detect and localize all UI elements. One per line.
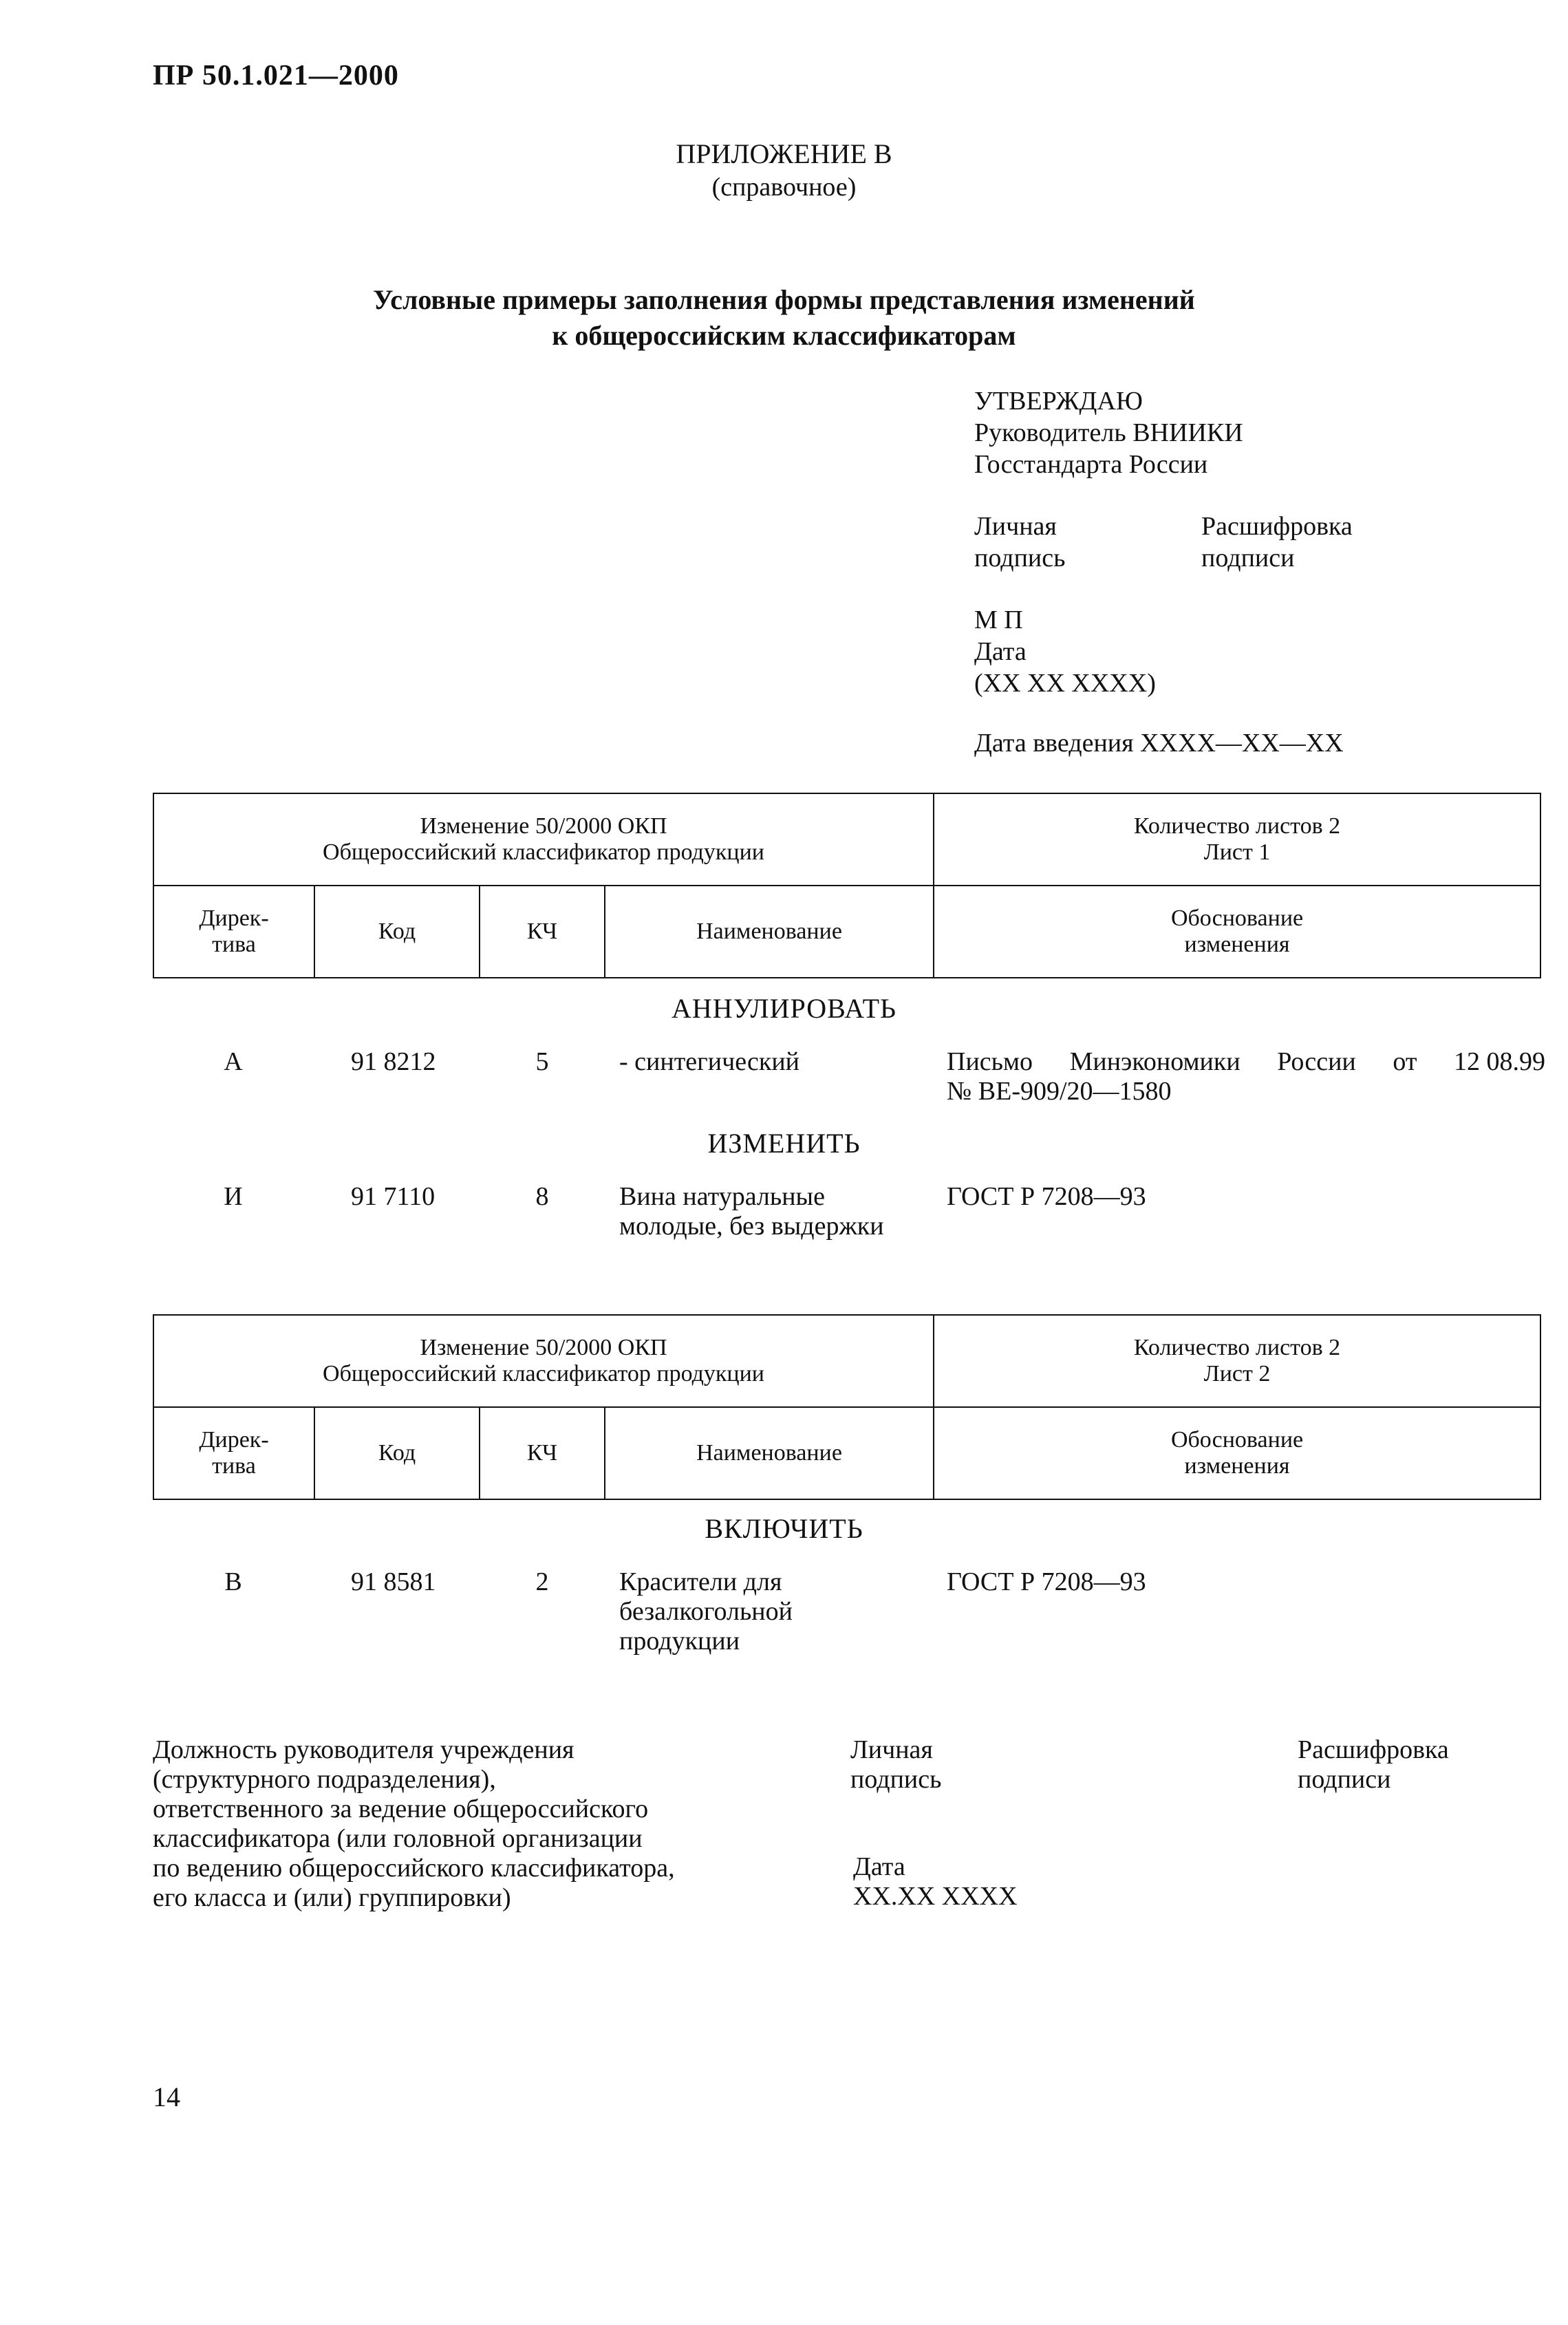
footer-position-line-4: классификатора (или головной организации — [153, 1824, 643, 1853]
approval-sig-line-1: Личная — [974, 512, 1057, 541]
classifier-name: Общероссийский классификатор продукции — [323, 839, 764, 865]
just-word-3: России — [1277, 1047, 1356, 1076]
column-header-kch: КЧ — [480, 1407, 605, 1499]
column-header-directive — [153, 1407, 314, 1499]
annul-kch: 5 — [535, 1047, 549, 1076]
sheet-count: Количество листов 2 — [1133, 1335, 1341, 1360]
change-name-line-2: молодые, без выдержки — [619, 1212, 884, 1241]
footer-date-value: XX.XX XXXX — [853, 1882, 1018, 1911]
justification-line-2: изменения — [1184, 932, 1290, 957]
footer-signature-label — [850, 1735, 941, 1794]
directive-line-1: Дирек- — [199, 906, 269, 931]
change-number: Изменение 50/2000 ОКП — [420, 1335, 667, 1360]
include-name-line-2: безалкогольной — [619, 1597, 793, 1626]
footer-position-line-3: ответственного за ведение общероссийского — [153, 1794, 649, 1823]
approval-line-2: Руководитель ВНИИКИ — [974, 418, 1243, 447]
sheet-count-cell — [934, 793, 1540, 886]
footer-date-label: Дата — [853, 1852, 905, 1881]
footer-decode-line-2: подписи — [1298, 1765, 1391, 1794]
approval-date-label: Дата — [974, 637, 1027, 666]
approval-sig-line-2: подпись — [974, 544, 1066, 572]
footer-decode-label — [1298, 1735, 1449, 1794]
annul-name: - синтегический — [619, 1047, 800, 1076]
include-kch: 2 — [535, 1567, 549, 1596]
introduction-date: Дата введения XXXX—XX—XX — [974, 729, 1344, 758]
annul-justification-line-2: № ВЕ-909/20—1580 — [947, 1077, 1172, 1106]
footer-position-line-6: его класса и (или) группировки) — [153, 1883, 511, 1912]
annul-justification — [947, 1047, 1545, 1106]
section-title-include: ВКЛЮЧИТЬ — [705, 1513, 863, 1544]
directive-line-2: тива — [212, 1453, 256, 1479]
column-header-name: Наименование — [605, 1407, 934, 1499]
just-word-5: 12 08.99 — [1453, 1047, 1545, 1076]
change-code: 91 7110 — [351, 1182, 436, 1211]
column-header-justification — [934, 1407, 1540, 1499]
form-header-sheet-2 — [153, 1314, 1541, 1500]
column-header-code: Код — [314, 886, 480, 978]
approval-decode-line-2: подписи — [1201, 544, 1295, 572]
section-title-annul: АННУЛИРОВАТЬ — [671, 993, 897, 1024]
just-word-2: Минэкономики — [1069, 1047, 1241, 1076]
include-name — [619, 1567, 922, 1656]
justification-line-2: изменения — [1184, 1453, 1290, 1479]
column-header-code: Код — [314, 1407, 480, 1499]
include-name-line-3: продукции — [619, 1627, 740, 1656]
appendix-subtitle: (справочное) — [711, 173, 857, 202]
page-number: 14 — [153, 2081, 180, 2112]
sheet-number: Лист 1 — [1203, 839, 1271, 865]
just-word-4: от — [1393, 1047, 1417, 1076]
include-justification: ГОСТ Р 7208—93 — [947, 1567, 1146, 1596]
section-title-change: ИЗМЕНИТЬ — [707, 1128, 861, 1159]
approval-decode-line-1: Расшифровка — [1201, 512, 1353, 541]
document-code: ПР 50.1.021—2000 — [153, 60, 399, 92]
footer-position-line-1: Должность руководителя учреждения — [153, 1735, 574, 1764]
stamp-label: М П — [974, 606, 1023, 634]
footer-date-block — [853, 1852, 1018, 1911]
main-title-line-2: к общероссийским классификаторам — [552, 320, 1016, 351]
include-name-line-1: Красители для — [619, 1567, 782, 1596]
annul-justification-line-1 — [947, 1047, 1545, 1077]
change-cell — [153, 793, 934, 886]
classifier-name: Общероссийский классификатор продукции — [323, 1361, 764, 1386]
footer-sig-line-1: Личная — [850, 1735, 933, 1764]
approval-signature-label — [974, 511, 1065, 574]
appendix-title: ПРИЛОЖЕНИЕ В — [676, 138, 892, 169]
change-name-line-1: Вина натуральные — [619, 1182, 825, 1211]
change-name — [619, 1182, 922, 1241]
change-cell — [153, 1315, 934, 1407]
main-title — [0, 282, 1568, 354]
column-header-name: Наименование — [605, 886, 934, 978]
change-number: Изменение 50/2000 ОКП — [420, 813, 667, 839]
footer-decode-line-1: Расшифровка — [1298, 1735, 1449, 1764]
approval-block — [974, 385, 1243, 480]
sheet-count-cell — [934, 1315, 1540, 1407]
justification-line-1: Обоснование — [1170, 1427, 1304, 1453]
approval-decode-label — [1201, 511, 1353, 574]
directive-line-2: тива — [212, 932, 256, 957]
change-justification: ГОСТ Р 7208—93 — [947, 1182, 1146, 1211]
justification-line-1: Обоснование — [1170, 906, 1304, 931]
sheet-count: Количество листов 2 — [1133, 813, 1341, 839]
footer-position-line-2: (структурного подразделения), — [153, 1765, 496, 1794]
main-title-line-1: Условные примеры заполнения формы представления изменений — [373, 284, 1195, 315]
include-directive: В — [224, 1567, 242, 1596]
approval-line-3: Госстандарта России — [974, 450, 1208, 479]
column-header-justification — [934, 886, 1540, 978]
footer-position-text — [153, 1735, 813, 1913]
approval-line-1: УТВЕРЖДАЮ — [974, 387, 1143, 416]
footer-sig-line-2: подпись — [850, 1765, 942, 1794]
annul-directive: А — [224, 1047, 243, 1076]
column-header-directive — [153, 886, 314, 978]
change-directive: И — [224, 1182, 243, 1211]
approval-stamp-block — [974, 604, 1156, 699]
just-word-1: Письмо — [947, 1047, 1033, 1076]
approval-date-value: (XX XX XXXX) — [974, 669, 1156, 698]
change-kch: 8 — [535, 1182, 549, 1211]
form-header-sheet-1 — [153, 793, 1541, 978]
sheet-number: Лист 2 — [1203, 1361, 1271, 1386]
annul-code: 91 8212 — [351, 1047, 436, 1076]
directive-line-1: Дирек- — [199, 1427, 269, 1453]
include-code: 91 8581 — [351, 1567, 436, 1596]
footer-position-line-5: по ведению общероссийского классификатора, — [153, 1854, 675, 1883]
column-header-kch: КЧ — [480, 886, 605, 978]
